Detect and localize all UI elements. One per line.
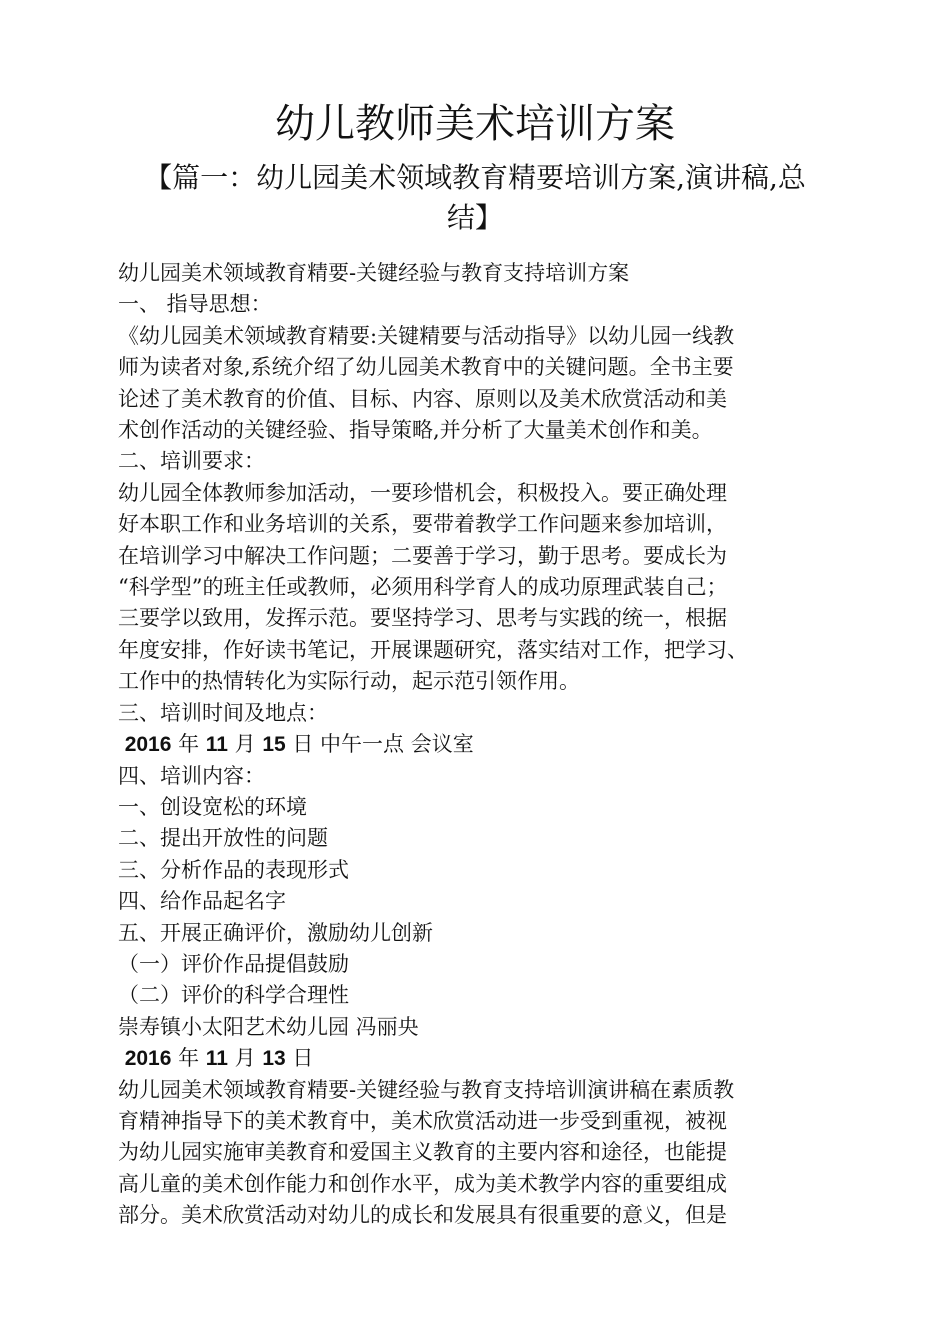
text-line: 幼儿园全体教师参加活动，一要珍惜机会，积极投入。要正确处理 — [118, 480, 727, 505]
text-line: 师为读者对象,系统介绍了幼儿园美术教育中的关键问题。全书主要 — [118, 355, 734, 380]
date-year: 2016 — [124, 1047, 172, 1071]
text-line: “科学型”的班主任或教师，必须用科学育人的成功原理武装自己； — [118, 575, 728, 600]
text-line: 《幼儿园美术领域教育精要:关键精要与活动指导》以幼儿园一线教 — [118, 323, 735, 348]
text-line: 高儿童的美术创作能力和创作水平，成为美术教学内容的重要组成 — [118, 1171, 727, 1196]
section-heading — [90, 158, 860, 238]
date-month-unit: 月 — [227, 1046, 263, 1071]
section-heading-line: 【篇一：幼儿园美术领域教育精要培训方案,演讲稿,总 — [144, 161, 806, 194]
text-line: 二、培训要求： — [118, 449, 265, 474]
text-line: 部分。美术欣赏活动对幼儿的成长和发展具有很重要的意义，但是 — [118, 1203, 727, 1228]
text-line: 四、给作品起名字 — [118, 889, 286, 914]
date-month: 11 — [205, 733, 228, 757]
date-year-unit: 年 — [171, 732, 206, 757]
text-line: 三、分析作品的表现形式 — [118, 857, 349, 882]
training-date — [118, 729, 858, 760]
date-day-unit: 日 中午一点 会议室 — [285, 732, 474, 757]
date-year: 2016 — [124, 733, 172, 757]
text-line: 一、创设宽松的环境 — [118, 794, 307, 819]
date-day: 13 — [262, 1047, 286, 1071]
text-line: 一、 指导思想： — [118, 292, 272, 317]
text-line: 育精神指导下的美术教育中，美术欣赏活动进一步受到重视，被视 — [118, 1108, 727, 1133]
text-line: 二、提出开放性的问题 — [118, 826, 328, 851]
signature-date — [118, 1043, 858, 1074]
date-month: 11 — [205, 1047, 228, 1071]
text-line: 工作中的热情转化为实际行动，起示范引领作用。 — [118, 669, 580, 694]
date-month-unit: 月 — [227, 732, 263, 757]
date-day: 15 — [262, 733, 286, 757]
date-day-unit: 日 — [285, 1046, 314, 1071]
document-body — [118, 258, 858, 1232]
text-line: 崇寿镇小太阳艺术幼儿园 冯丽央 — [118, 1014, 419, 1039]
text-line: 年度安排，作好读书笔记，开展课题研究，落实结对工作，把学习、 — [118, 637, 748, 662]
date-year-unit: 年 — [171, 1046, 206, 1071]
text-line: 好本职工作和业务培训的关系，要带着教学工作问题来参加培训， — [118, 512, 727, 537]
text-line: 幼儿园美术领域教育精要-关键经验与教育支持培训演讲稿在素质教 — [118, 1077, 735, 1102]
document-title: 幼儿教师美术培训方案 — [275, 101, 675, 147]
text-line: 论述了美术教育的价值、目标、内容、原则以及美术欣赏活动和美 — [118, 386, 727, 411]
section-heading-line: 结】 — [446, 201, 503, 234]
text-line: （二）评价的科学合理性 — [118, 983, 349, 1008]
text-line: 五、开展正确评价，激励幼儿创新 — [118, 920, 433, 945]
text-line: 幼儿园美术领域教育精要-关键经验与教育支持培训方案 — [118, 261, 630, 285]
text-line: 三要学以致用，发挥示范。要坚持学习、思考与实践的统一，根据 — [118, 606, 727, 631]
text-line: 为幼儿园实施审美教育和爱国主义教育的主要内容和途径，也能提 — [118, 1140, 727, 1165]
text-line: 四、培训内容： — [118, 763, 265, 788]
text-line: 在培训学习中解决工作问题；二要善于学习，勤于思考。要成长为 — [118, 543, 727, 568]
text-line: 术创作活动的关键经验、指导策略,并分析了大量美术创作和美。 — [118, 418, 713, 443]
text-line: （一）评价作品提倡鼓励 — [118, 951, 349, 976]
text-line: 三、培训时间及地点： — [118, 700, 328, 725]
